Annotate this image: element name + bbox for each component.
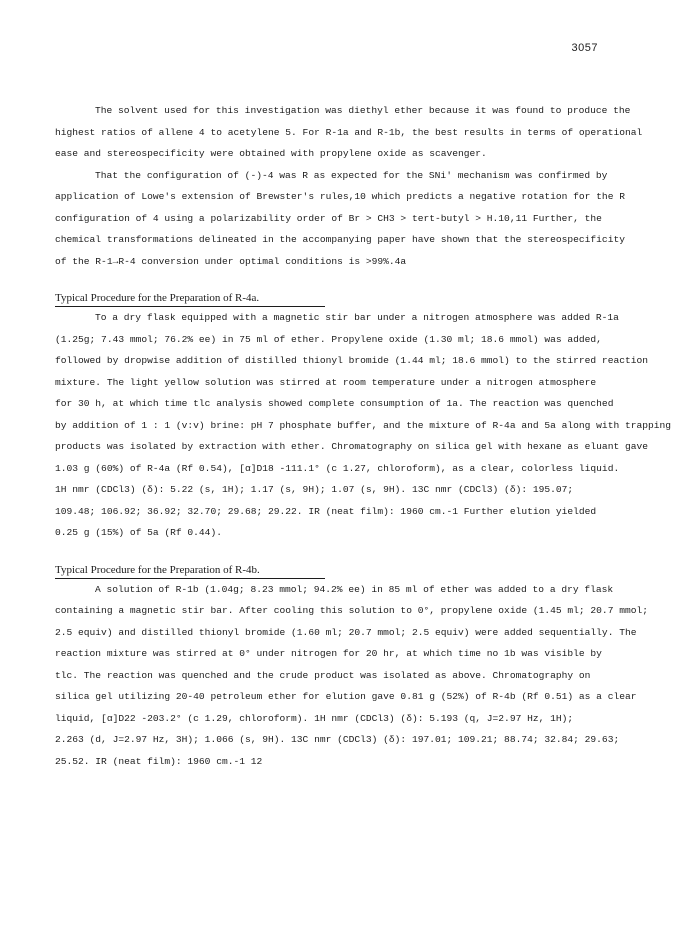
text-line: containing a magnetic stir bar. After cooling this solution to 0°, propylene oxide (1.45 ml; 20.7 mmol; <box>55 605 648 616</box>
section-heading: Typical Procedure for the Preparation of R-4a. <box>55 292 325 307</box>
text-line: of the R-1→R-4 conversion under optimal conditions is >99%.4a <box>55 255 407 267</box>
section-heading: Typical Procedure for the Preparation of R-4b. <box>55 564 325 579</box>
text-line: ease and stereospecificity were obtained with propylene oxide as scavenger. <box>55 148 487 159</box>
text-line: (1.25g; 7.43 mmol; 76.2% ee) in 75 ml of ether. Propylene oxide (1.30 ml; 18.6 mmol) was added, <box>55 333 602 345</box>
paragraph-configuration <box>55 165 625 273</box>
text-line: 109.48; 106.92; 36.92; 32.70; 29.68; 29.22. IR (neat film): 1960 cm.-1 Further elution yielded <box>55 505 597 517</box>
text-line: products was isolated by extraction with ether. Chromatography on silica gel with hexane as eluant gave <box>55 441 648 452</box>
text-line: 25.52. IR (neat film): 1960 cm.-1 12 <box>55 755 263 767</box>
document-body <box>55 100 672 772</box>
text-line: followed by dropwise addition of distilled thionyl bromide (1.44 ml; 18.6 mmol) to the stirred reaction <box>55 355 648 366</box>
text-line: A solution of R-1b (1.04g; 8.23 mmol; 94.2% ee) in 85 ml of ether was added to a dry flask <box>95 583 614 595</box>
text-line: by addition of 1 : 1 (v:v) brine: pH 7 phosphate buffer, and the mixture of R-4a and 5a along with trapping <box>55 419 672 431</box>
procedure-r-4a <box>55 307 672 544</box>
text-line: 2.263 (d, J=2.97 Hz, 3H); 1.066 (s, 9H). 13C nmr (CDCl3) (δ): 197.01; 109.21; 88.74; 32.84; 29.63; <box>55 734 620 745</box>
text-line: 0.25 g (15%) of 5a (Rf 0.44). <box>55 527 222 538</box>
text-line: application of Lowe's extension of Brewster's rules,10 which predicts a negative rotation for the R <box>55 191 625 202</box>
text-line: for 30 h, at which time tlc analysis showed complete consumption of 1a. The reaction was quenched <box>55 398 614 409</box>
paragraph-solvent <box>55 100 643 165</box>
text-line: The solvent used for this investigation was diethyl ether because it was found to produce the <box>95 105 631 116</box>
text-line: chemical transformations delineated in the accompanying paper have shown that the stereospecificity <box>55 234 625 245</box>
procedure-r-4b <box>55 579 648 773</box>
text-line: configuration of 4 using a polarizability order of Br > CH3 > tert-butyl > H.10,11 Further, the <box>55 212 602 224</box>
text-line: silica gel utilizing 20-40 petroleum ether for elution gave 0.81 g (52%) of R-4b (Rf 0.51) as a clear <box>55 691 637 702</box>
text-line: reaction mixture was stirred at 0° under nitrogen for 20 hr, at which time no 1b was visible by <box>55 648 602 659</box>
text-line: highest ratios of allene 4 to acetylene 5. For R-1a and R-1b, the best results in terms of operational <box>55 126 643 138</box>
text-line: That the configuration of (-)-4 was R as expected for the SNi' mechanism was confirmed by <box>95 169 608 181</box>
text-line: 2.5 equiv) and distilled thionyl bromide (1.60 ml; 20.7 mmol; 2.5 equiv) were added sequentially. The <box>55 626 637 638</box>
text-line: To a dry flask equipped with a magnetic stir bar under a nitrogen atmosphere was added R-1a <box>95 312 619 323</box>
page-number: 3057 <box>571 42 598 54</box>
text-line: 1.03 g (60%) of R-4a (Rf 0.54), [α]D18 -111.1° (c 1.27, chloroform), as a clear, colorless liquid. <box>55 462 620 474</box>
text-line: tlc. The reaction was quenched and the crude product was isolated as above. Chromatography on <box>55 669 591 681</box>
text-line: mixture. The light yellow solution was stirred at room temperature under a nitrogen atmosphere <box>55 376 597 388</box>
text-line: 1H nmr (CDCl3) (δ): 5.22 (s, 1H); 1.17 (s, 9H); 1.07 (s, 9H). 13C nmr (CDCl3) (δ): 195.07; <box>55 484 574 495</box>
text-line: liquid, [α]D22 -203.2° (c 1.29, chloroform). 1H nmr (CDCl3) (δ): 5.193 (q, J=2.97 Hz, 1H); <box>55 712 574 724</box>
